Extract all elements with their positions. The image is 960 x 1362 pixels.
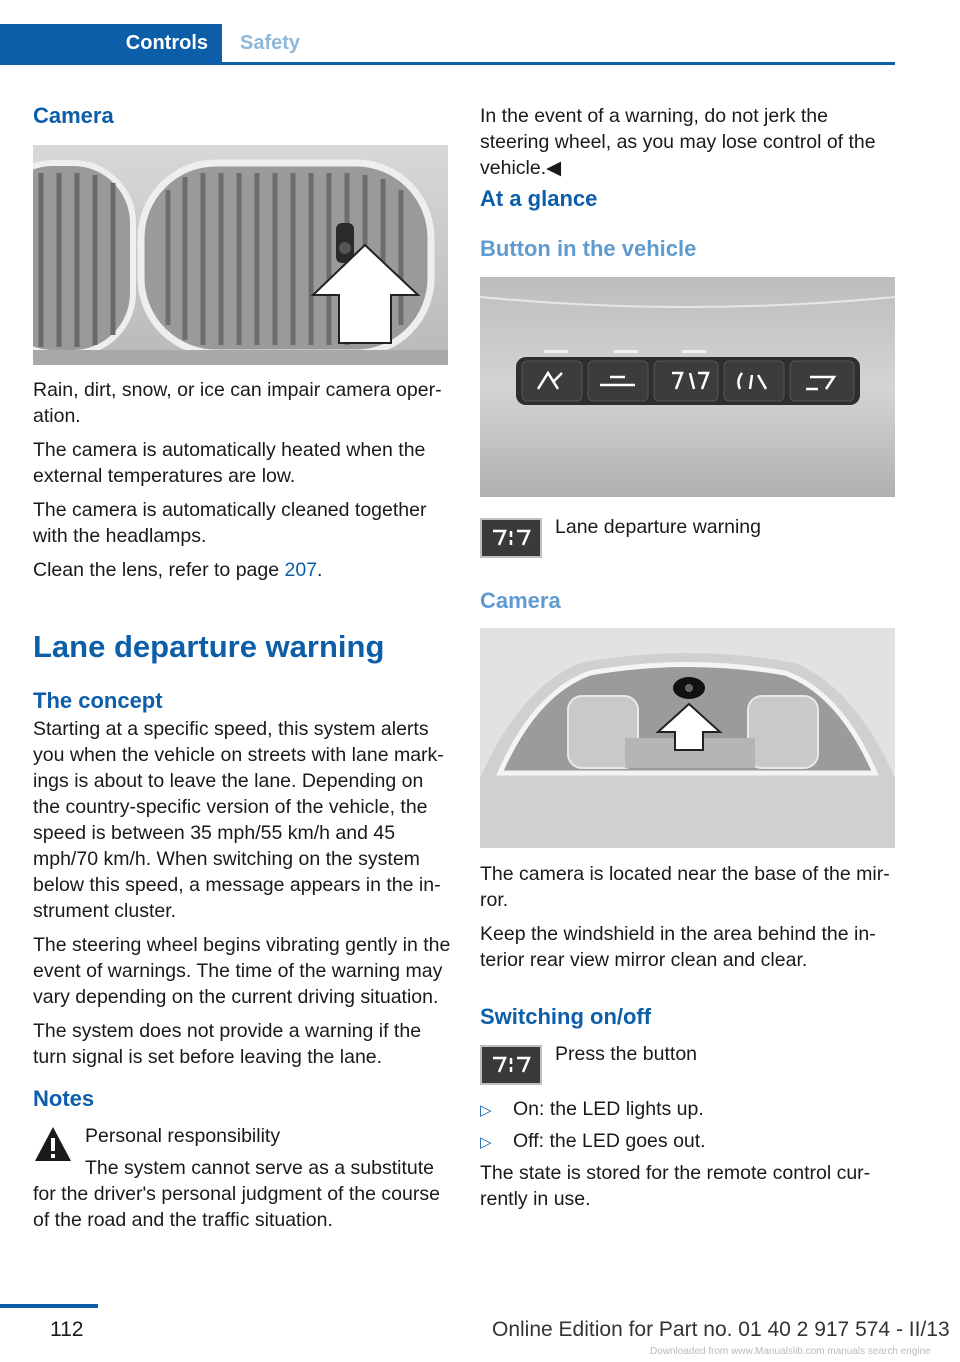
concept-text-block [33,716,451,1078]
page-link[interactable]: 207 [284,559,318,581]
paragraph: Starting at a specific speed, this system alerts you when the vehicle on streets with lane mark-ings is about to leave the lane. Depending on the country-specific version of the vehicle, the speed is between 35 mph/55 km/h and 45 mph/70 km/h. When switching on the system below this speed, a message appears in the in-strument cluster. [33,718,444,922]
camera-right-text [480,861,900,981]
section-title: Lane departure warning [33,629,385,664]
list-item [480,1096,704,1124]
warning-text: In the event of a warning, do not jerk the steering wheel, as you may lose control of the vehicle.◀ [480,105,876,179]
lane-departure-icon [480,518,542,558]
list-item-text: Off: the LED goes out. [513,1130,706,1152]
paragraph: The steering wheel begins vibrating gently in the event of warnings. The time of the warning may vary depending on the current driving situation. [33,934,451,1008]
paragraph: The camera is automatically cleaned together with the headlamps. [33,499,427,547]
edition-text: Online Edition for Part no. 01 40 2 917 574 - II/13 [492,1318,950,1341]
notes-heading: Notes [33,1086,95,1111]
tab-controls[interactable]: Controls [0,24,222,62]
triangle-bullet-icon: ▷ [480,1134,492,1151]
note-text: The system cannot serve as a substitute for the driver's personal judgment of the course of the road and the traffic situation. [33,1157,440,1231]
windshield-camera-photo [480,628,895,848]
button-label: Lane departure warning [555,516,761,538]
switch-heading: Switching on/off [480,1004,652,1029]
clean-lens-paragraph [33,557,451,583]
paragraph: The camera is located near the base of the mir-ror. [480,863,890,911]
paragraph: Rain, dirt, snow, or ice can impair camera oper-ation. [33,379,442,427]
camera-heading-right: Camera [480,588,561,613]
page-number: 112 [50,1318,84,1341]
press-button-text: Press the button [555,1043,698,1065]
camera-text-block [33,377,451,591]
note-title: Personal responsibility [85,1125,281,1147]
camera-heading: Camera [33,103,114,128]
concept-heading: The concept [33,688,163,713]
paragraph: The system does not provide a warning if the turn signal is set before leaving the lane. [33,1020,422,1068]
header-tab-bar [0,24,895,65]
state-text: The state is stored for the remote control cur-rently in use. [480,1162,871,1210]
list-item-text: On: the LED lights up. [513,1098,704,1120]
site-text: Downloaded from www.Manualslib.com manuals search engine [650,1346,931,1357]
period: . [317,559,323,581]
list-item [480,1128,706,1156]
tab-safety[interactable]: Safety [240,31,301,54]
paragraph: Keep the windshield in the area behind the in-terior rear view mirror clean and clear. [480,923,876,971]
button-panel-photo [480,277,895,497]
clean-lens-text: Clean the lens, refer to page [33,559,285,581]
triangle-bullet-icon: ▷ [480,1102,492,1119]
paragraph: The camera is automatically heated when the external temperatures are low. [33,439,426,487]
grille-camera-photo [33,145,448,365]
glance-heading: At a glance [480,186,598,211]
footer-rule [0,1304,98,1308]
lane-departure-icon [480,1045,542,1085]
button-heading: Button in the vehicle [480,236,697,261]
